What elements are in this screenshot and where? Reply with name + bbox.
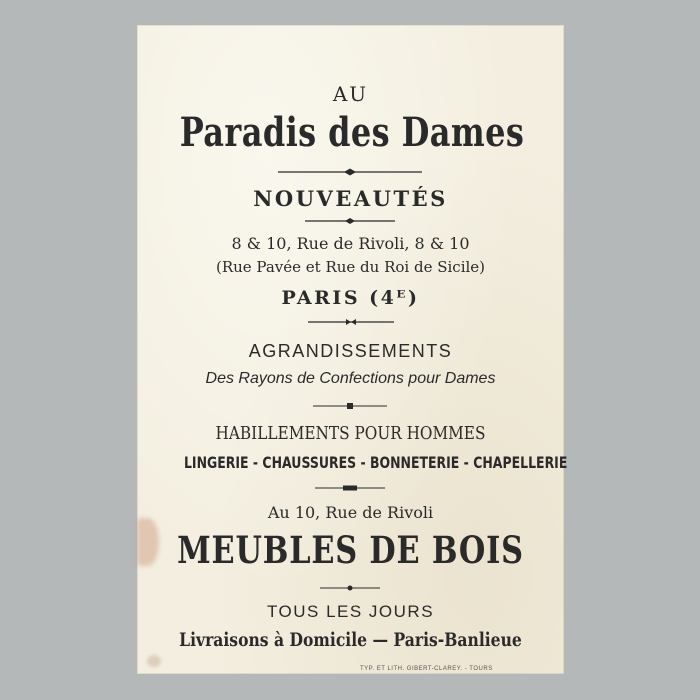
street-address: 8 & 10, Rue de Rivoli, 8 & 10 [231,234,470,253]
departments-list: LINGERIE - CHAUSSURES - BONNETERIE - CHAPELLERIE [183,453,568,472]
prefix-au: AU [332,82,369,106]
cross-streets: (Rue Pavée et Rue du Roi de Sicile) [215,258,486,276]
store-name-title: Paradis des Dames [179,109,525,156]
city-line: PARIS (4ᴱ) [281,287,420,309]
daily-notice: TOUS LES JOURS [266,602,435,621]
meubles-heading: MEUBLES DE BOIS [177,528,524,572]
delivery-line: Livraisons à Domicile — Paris-Banlieue [179,629,522,651]
printer-imprint: TYP. ET LITH. GIBERT-CLAREY. - TOURS [360,666,493,672]
trade-card [137,25,568,674]
furniture-address: Au 10, Rue de Rivoli [267,503,434,522]
ornamental-rule [308,317,394,327]
ornamental-rule [278,167,422,177]
rayons-subheading: Des Rayons de Confections pour Dames [205,370,496,387]
paper-stain [137,518,159,566]
ornamental-rule [305,216,395,226]
ornamental-rule [313,401,387,411]
ornamental-rule [315,483,385,493]
habillements-heading: HABILLEMENTS POUR HOMMES [215,423,486,444]
paper-spot [147,655,161,667]
ornamental-rule [320,583,380,593]
nouveautes-heading: NOUVEAUTÉS [253,186,448,211]
agrandissements-heading: AGRANDISSEMENTS [248,341,453,361]
